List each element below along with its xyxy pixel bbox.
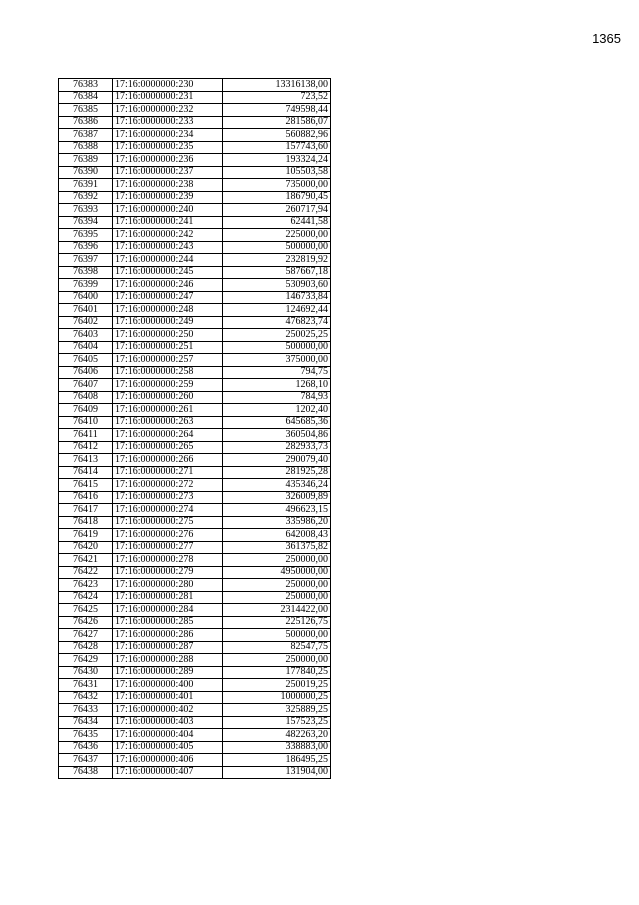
cadastral-number-cell: 17:16:0000000:236 (113, 154, 223, 167)
table-row (59, 629, 331, 642)
record-number-cell: 76431 (59, 679, 113, 692)
amount-cell: 186495,25 (223, 754, 331, 767)
table-row (59, 229, 331, 242)
amount-cell: 250019,25 (223, 679, 331, 692)
table-row (59, 754, 331, 767)
cadastral-number-cell: 17:16:0000000:245 (113, 266, 223, 279)
cadastral-number-cell: 17:16:0000000:406 (113, 754, 223, 767)
amount-cell: 1202,40 (223, 404, 331, 417)
record-number-cell: 76388 (59, 141, 113, 154)
amount-cell: 260717,94 (223, 204, 331, 217)
record-number-cell: 76432 (59, 691, 113, 704)
cadastral-number-cell: 17:16:0000000:247 (113, 291, 223, 304)
amount-cell: 642008,43 (223, 529, 331, 542)
table-row (59, 491, 331, 504)
cadastral-number-cell: 17:16:0000000:264 (113, 429, 223, 442)
amount-cell: 1268,10 (223, 379, 331, 392)
record-number-cell: 76419 (59, 529, 113, 542)
amount-cell: 360504,86 (223, 429, 331, 442)
cadastral-number-cell: 17:16:0000000:257 (113, 354, 223, 367)
record-number-cell: 76410 (59, 416, 113, 429)
table-row (59, 541, 331, 554)
table-row (59, 479, 331, 492)
cadastral-number-cell: 17:16:0000000:237 (113, 166, 223, 179)
record-number-cell: 76398 (59, 266, 113, 279)
amount-cell: 335986,20 (223, 516, 331, 529)
amount-cell: 124692,44 (223, 304, 331, 317)
record-number-cell: 76424 (59, 591, 113, 604)
cadastral-number-cell: 17:16:0000000:248 (113, 304, 223, 317)
record-number-cell: 76400 (59, 291, 113, 304)
cadastral-number-cell: 17:16:0000000:403 (113, 716, 223, 729)
table-row (59, 741, 331, 754)
amount-cell: 723,52 (223, 91, 331, 104)
table-row (59, 441, 331, 454)
record-number-cell: 76434 (59, 716, 113, 729)
table-row (59, 341, 331, 354)
registry-table (58, 78, 331, 779)
amount-cell: 105503,58 (223, 166, 331, 179)
cadastral-number-cell: 17:16:0000000:249 (113, 316, 223, 329)
record-number-cell: 76390 (59, 166, 113, 179)
record-number-cell: 76414 (59, 466, 113, 479)
cadastral-number-cell: 17:16:0000000:230 (113, 79, 223, 92)
amount-cell: 290079,40 (223, 454, 331, 467)
table-row (59, 204, 331, 217)
amount-cell: 250000,00 (223, 654, 331, 667)
record-number-cell: 76418 (59, 516, 113, 529)
cadastral-number-cell: 17:16:0000000:287 (113, 641, 223, 654)
record-number-cell: 76389 (59, 154, 113, 167)
table-row (59, 641, 331, 654)
table-row (59, 291, 331, 304)
amount-cell: 476823,74 (223, 316, 331, 329)
cadastral-number-cell: 17:16:0000000:401 (113, 691, 223, 704)
cadastral-number-cell: 17:16:0000000:232 (113, 104, 223, 117)
cadastral-number-cell: 17:16:0000000:231 (113, 91, 223, 104)
amount-cell: 177840,25 (223, 666, 331, 679)
table-row (59, 129, 331, 142)
record-number-cell: 76412 (59, 441, 113, 454)
amount-cell: 500000,00 (223, 629, 331, 642)
amount-cell: 157523,25 (223, 716, 331, 729)
cadastral-number-cell: 17:16:0000000:284 (113, 604, 223, 617)
record-number-cell: 76430 (59, 666, 113, 679)
record-number-cell: 76387 (59, 129, 113, 142)
amount-cell: 530903,60 (223, 279, 331, 292)
amount-cell: 131904,00 (223, 766, 331, 779)
cadastral-number-cell: 17:16:0000000:280 (113, 579, 223, 592)
record-number-cell: 76393 (59, 204, 113, 217)
record-number-cell: 76436 (59, 741, 113, 754)
table-row (59, 366, 331, 379)
table-row (59, 266, 331, 279)
amount-cell: 435346,24 (223, 479, 331, 492)
record-number-cell: 76395 (59, 229, 113, 242)
table-row (59, 191, 331, 204)
amount-cell: 232819,92 (223, 254, 331, 267)
amount-cell: 250025,25 (223, 329, 331, 342)
cadastral-number-cell: 17:16:0000000:240 (113, 204, 223, 217)
cadastral-number-cell: 17:16:0000000:250 (113, 329, 223, 342)
record-number-cell: 76411 (59, 429, 113, 442)
cadastral-number-cell: 17:16:0000000:260 (113, 391, 223, 404)
record-number-cell: 76422 (59, 566, 113, 579)
cadastral-number-cell: 17:16:0000000:407 (113, 766, 223, 779)
cadastral-number-cell: 17:16:0000000:279 (113, 566, 223, 579)
record-number-cell: 76407 (59, 379, 113, 392)
cadastral-number-cell: 17:16:0000000:241 (113, 216, 223, 229)
amount-cell: 250000,00 (223, 554, 331, 567)
record-number-cell: 76433 (59, 704, 113, 717)
cadastral-number-cell: 17:16:0000000:281 (113, 591, 223, 604)
amount-cell: 784,93 (223, 391, 331, 404)
amount-cell: 326009,89 (223, 491, 331, 504)
record-number-cell: 76438 (59, 766, 113, 779)
amount-cell: 2314422,00 (223, 604, 331, 617)
table-row (59, 654, 331, 667)
cadastral-number-cell: 17:16:0000000:286 (113, 629, 223, 642)
amount-cell: 749598,44 (223, 104, 331, 117)
table-row (59, 329, 331, 342)
amount-cell: 281586,07 (223, 116, 331, 129)
registry-table-body (59, 79, 331, 779)
cadastral-number-cell: 17:16:0000000:239 (113, 191, 223, 204)
record-number-cell: 76426 (59, 616, 113, 629)
record-number-cell: 76429 (59, 654, 113, 667)
record-number-cell: 76401 (59, 304, 113, 317)
cadastral-number-cell: 17:16:0000000:402 (113, 704, 223, 717)
record-number-cell: 76391 (59, 179, 113, 192)
cadastral-number-cell: 17:16:0000000:289 (113, 666, 223, 679)
cadastral-number-cell: 17:16:0000000:405 (113, 741, 223, 754)
table-row (59, 454, 331, 467)
table-row (59, 166, 331, 179)
cadastral-number-cell: 17:16:0000000:243 (113, 241, 223, 254)
table-row (59, 666, 331, 679)
table-row (59, 241, 331, 254)
record-number-cell: 76405 (59, 354, 113, 367)
record-number-cell: 76403 (59, 329, 113, 342)
record-number-cell: 76392 (59, 191, 113, 204)
table-row (59, 116, 331, 129)
cadastral-number-cell: 17:16:0000000:272 (113, 479, 223, 492)
cadastral-number-cell: 17:16:0000000:266 (113, 454, 223, 467)
table-row (59, 279, 331, 292)
amount-cell: 282933,73 (223, 441, 331, 454)
amount-cell: 338883,00 (223, 741, 331, 754)
table-row (59, 416, 331, 429)
record-number-cell: 76423 (59, 579, 113, 592)
cadastral-number-cell: 17:16:0000000:238 (113, 179, 223, 192)
record-number-cell: 76397 (59, 254, 113, 267)
record-number-cell: 76384 (59, 91, 113, 104)
amount-cell: 735000,00 (223, 179, 331, 192)
amount-cell: 496623,15 (223, 504, 331, 517)
record-number-cell: 76417 (59, 504, 113, 517)
amount-cell: 82547,75 (223, 641, 331, 654)
record-number-cell: 76437 (59, 754, 113, 767)
table-row (59, 379, 331, 392)
record-number-cell: 76385 (59, 104, 113, 117)
cadastral-number-cell: 17:16:0000000:273 (113, 491, 223, 504)
cadastral-number-cell: 17:16:0000000:404 (113, 729, 223, 742)
cadastral-number-cell: 17:16:0000000:271 (113, 466, 223, 479)
table-row (59, 579, 331, 592)
record-number-cell: 76428 (59, 641, 113, 654)
table-row (59, 141, 331, 154)
cadastral-number-cell: 17:16:0000000:242 (113, 229, 223, 242)
cadastral-number-cell: 17:16:0000000:235 (113, 141, 223, 154)
table-row (59, 79, 331, 92)
table-row (59, 766, 331, 779)
table-row (59, 566, 331, 579)
table-row (59, 404, 331, 417)
cadastral-number-cell: 17:16:0000000:244 (113, 254, 223, 267)
amount-cell: 361375,82 (223, 541, 331, 554)
cadastral-number-cell: 17:16:0000000:263 (113, 416, 223, 429)
record-number-cell: 76409 (59, 404, 113, 417)
table-row (59, 304, 331, 317)
record-number-cell: 76399 (59, 279, 113, 292)
record-number-cell: 76396 (59, 241, 113, 254)
cadastral-number-cell: 17:16:0000000:261 (113, 404, 223, 417)
amount-cell: 1000000,25 (223, 691, 331, 704)
table-row (59, 254, 331, 267)
amount-cell: 250000,00 (223, 591, 331, 604)
cadastral-number-cell: 17:16:0000000:275 (113, 516, 223, 529)
amount-cell: 500000,00 (223, 241, 331, 254)
table-row (59, 529, 331, 542)
table-row (59, 729, 331, 742)
record-number-cell: 76406 (59, 366, 113, 379)
cadastral-number-cell: 17:16:0000000:276 (113, 529, 223, 542)
amount-cell: 794,75 (223, 366, 331, 379)
amount-cell: 645685,36 (223, 416, 331, 429)
amount-cell: 281925,28 (223, 466, 331, 479)
record-number-cell: 76413 (59, 454, 113, 467)
table-row (59, 591, 331, 604)
cadastral-number-cell: 17:16:0000000:233 (113, 116, 223, 129)
table-row (59, 691, 331, 704)
cadastral-number-cell: 17:16:0000000:258 (113, 366, 223, 379)
cadastral-number-cell: 17:16:0000000:288 (113, 654, 223, 667)
amount-cell: 146733,84 (223, 291, 331, 304)
record-number-cell: 76386 (59, 116, 113, 129)
record-number-cell: 76416 (59, 491, 113, 504)
table-row (59, 704, 331, 717)
record-number-cell: 76383 (59, 79, 113, 92)
cadastral-number-cell: 17:16:0000000:400 (113, 679, 223, 692)
table-row (59, 154, 331, 167)
table-row (59, 616, 331, 629)
cadastral-number-cell: 17:16:0000000:251 (113, 341, 223, 354)
table-row (59, 216, 331, 229)
table-row (59, 466, 331, 479)
table-row (59, 391, 331, 404)
record-number-cell: 76404 (59, 341, 113, 354)
table-row (59, 104, 331, 117)
amount-cell: 482263,20 (223, 729, 331, 742)
cadastral-number-cell: 17:16:0000000:274 (113, 504, 223, 517)
table-row (59, 716, 331, 729)
record-number-cell: 76394 (59, 216, 113, 229)
record-number-cell: 76435 (59, 729, 113, 742)
record-number-cell: 76420 (59, 541, 113, 554)
amount-cell: 62441,58 (223, 216, 331, 229)
amount-cell: 225126,75 (223, 616, 331, 629)
amount-cell: 560882,96 (223, 129, 331, 142)
record-number-cell: 76421 (59, 554, 113, 567)
amount-cell: 500000,00 (223, 341, 331, 354)
table-row (59, 316, 331, 329)
record-number-cell: 76402 (59, 316, 113, 329)
table-row (59, 429, 331, 442)
amount-cell: 250000,00 (223, 579, 331, 592)
table-row (59, 354, 331, 367)
amount-cell: 13316138,00 (223, 79, 331, 92)
amount-cell: 375000,00 (223, 354, 331, 367)
table-row (59, 179, 331, 192)
table-row (59, 516, 331, 529)
table-row (59, 604, 331, 617)
table-row (59, 679, 331, 692)
table-row (59, 554, 331, 567)
amount-cell: 193324,24 (223, 154, 331, 167)
cadastral-number-cell: 17:16:0000000:277 (113, 541, 223, 554)
amount-cell: 587667,18 (223, 266, 331, 279)
record-number-cell: 76427 (59, 629, 113, 642)
record-number-cell: 76425 (59, 604, 113, 617)
amount-cell: 157743,60 (223, 141, 331, 154)
amount-cell: 325889,25 (223, 704, 331, 717)
cadastral-number-cell: 17:16:0000000:246 (113, 279, 223, 292)
amount-cell: 4950000,00 (223, 566, 331, 579)
table-row (59, 504, 331, 517)
cadastral-number-cell: 17:16:0000000:259 (113, 379, 223, 392)
record-number-cell: 76415 (59, 479, 113, 492)
cadastral-number-cell: 17:16:0000000:234 (113, 129, 223, 142)
record-number-cell: 76408 (59, 391, 113, 404)
cadastral-number-cell: 17:16:0000000:278 (113, 554, 223, 567)
cadastral-number-cell: 17:16:0000000:285 (113, 616, 223, 629)
amount-cell: 225000,00 (223, 229, 331, 242)
page-number: 1365 (592, 31, 621, 46)
cadastral-number-cell: 17:16:0000000:265 (113, 441, 223, 454)
amount-cell: 186790,45 (223, 191, 331, 204)
table-row (59, 91, 331, 104)
